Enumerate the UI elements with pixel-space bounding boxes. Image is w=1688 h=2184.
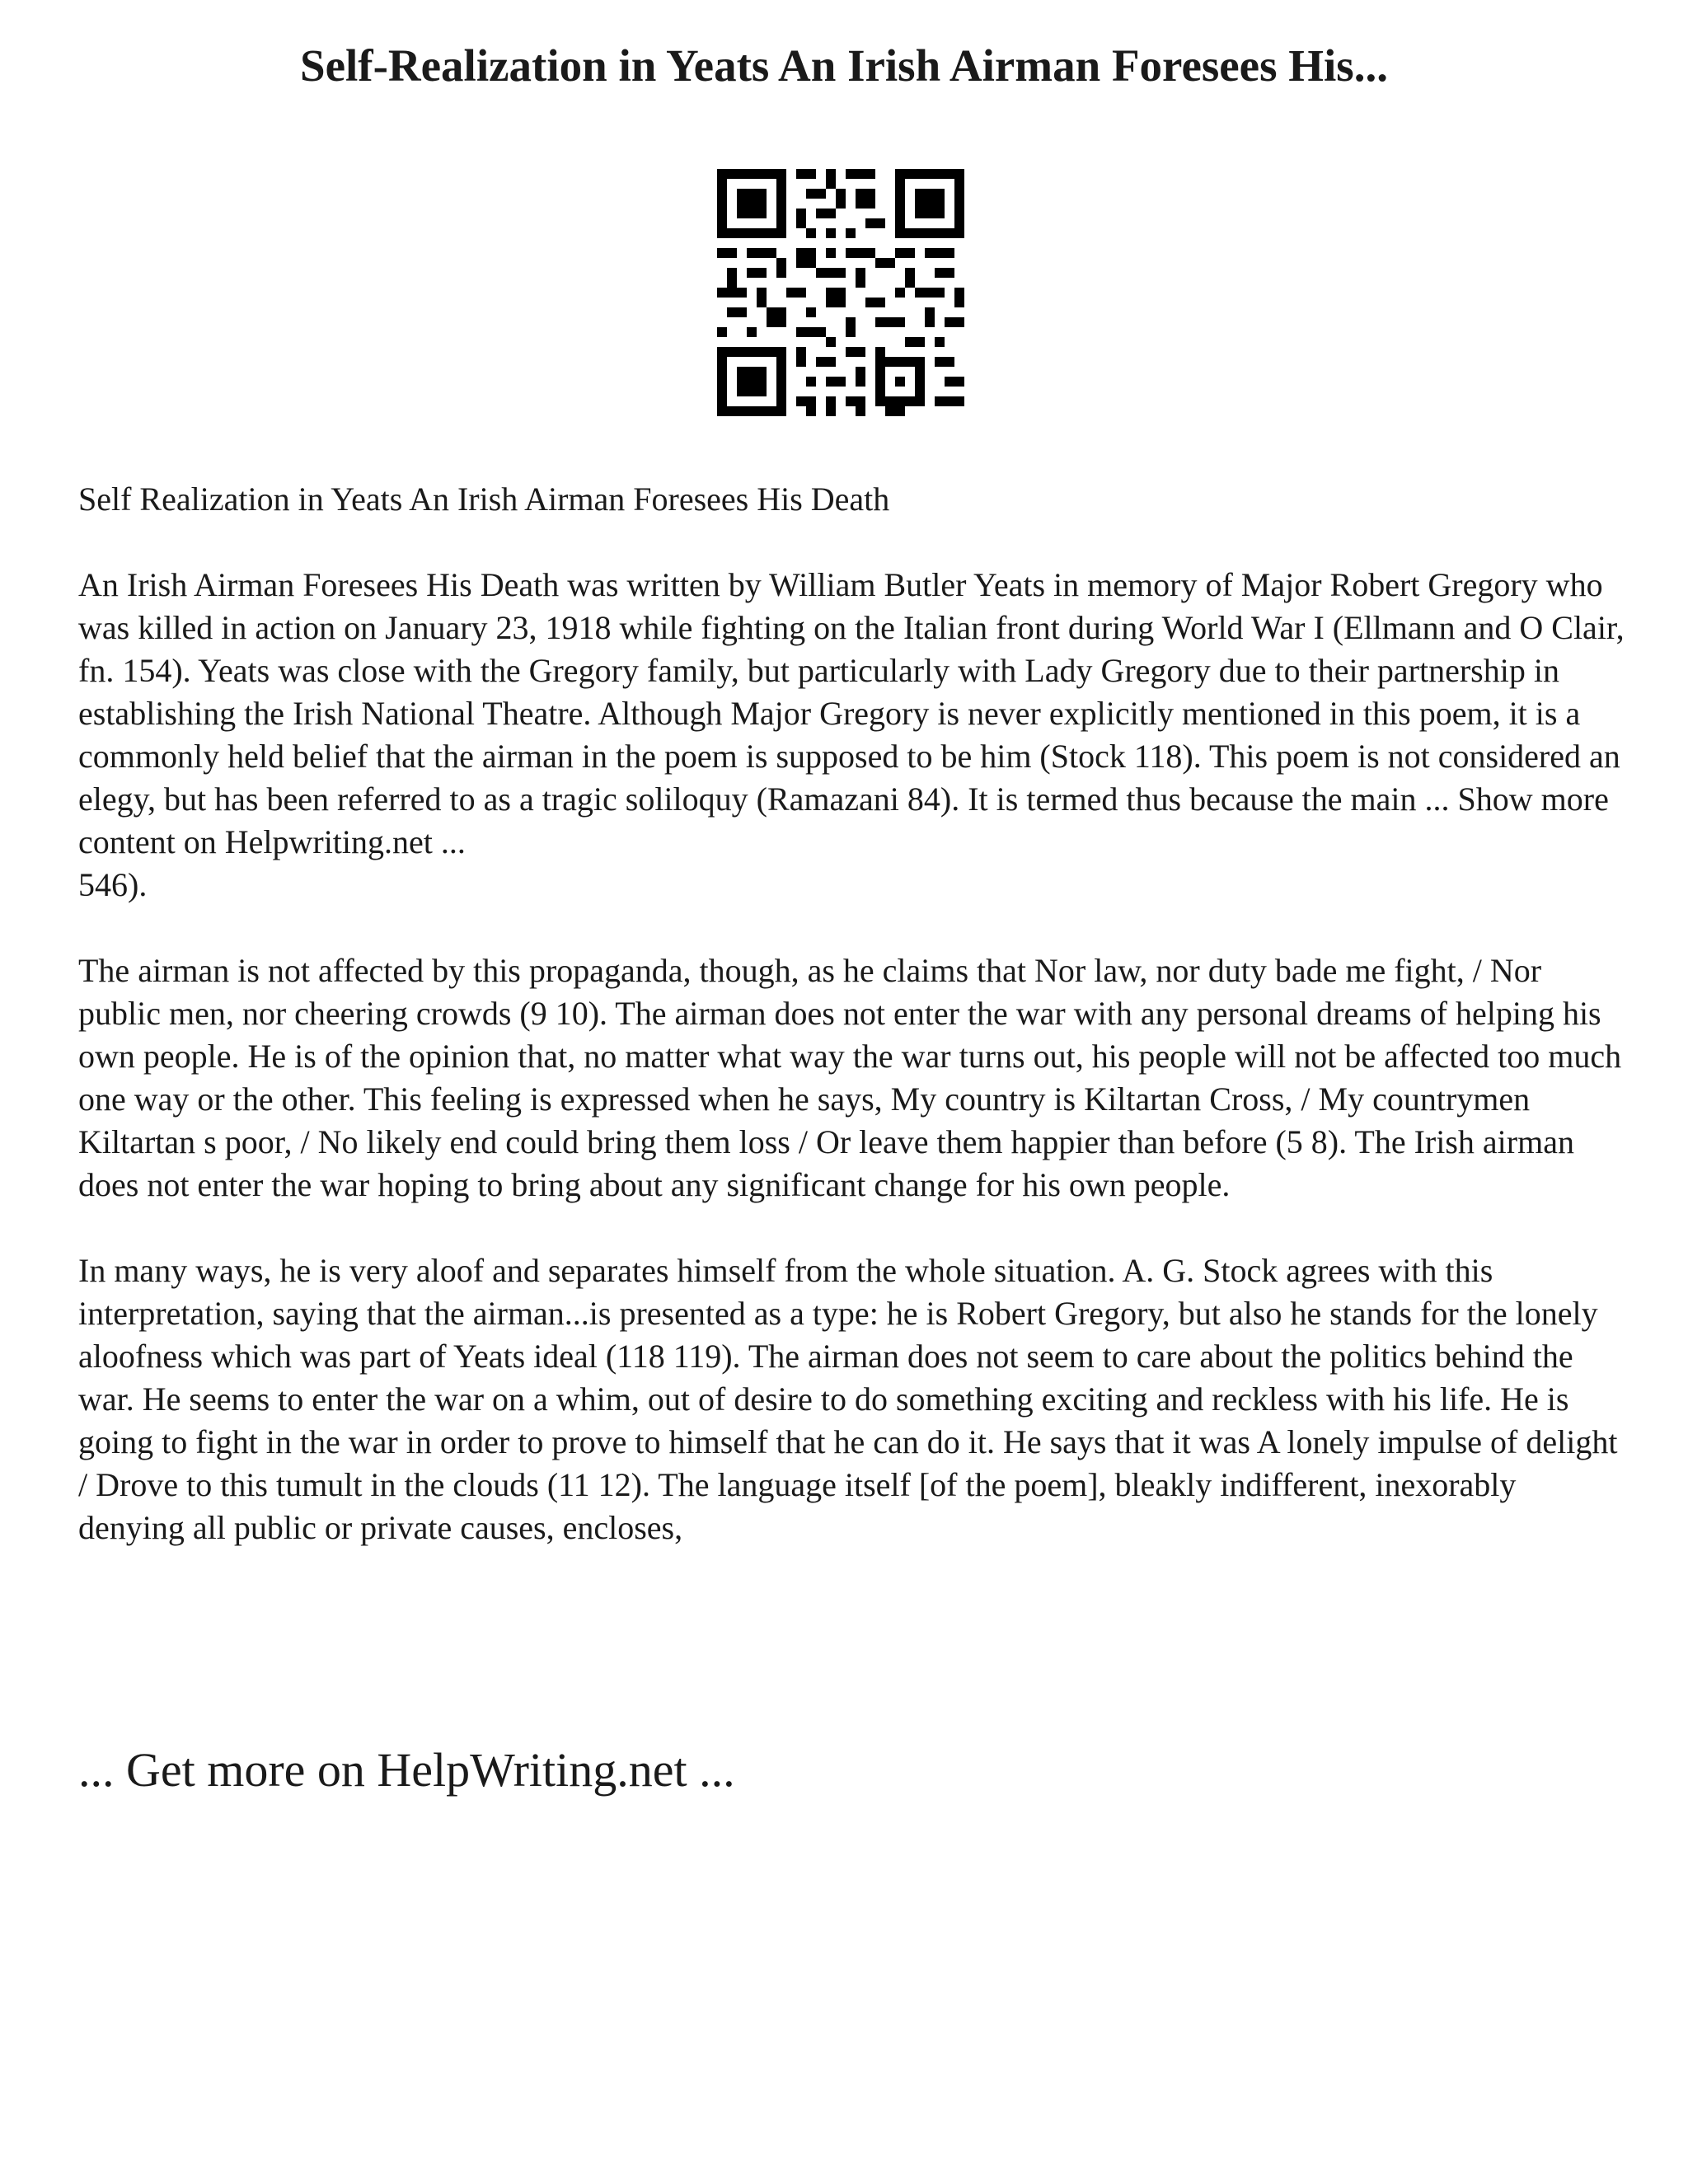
document-body [78, 478, 1628, 1592]
paragraph-1 [78, 564, 1628, 907]
paragraph-1-tail: 546). [78, 866, 148, 903]
document-title: Self-Realization in Yeats An Irish Airman Foresees His... [300, 40, 1388, 91]
get-more-link[interactable]: ... Get more on HelpWriting.net ... [78, 1743, 735, 1797]
qr-code-icon [717, 169, 964, 416]
paragraph-2-text: The airman is not affected by this propaganda, though, as he claims that Nor law, nor duty bade me fight, / Nor public men, nor cheering crowds (9 10). The airman does not enter the war with any personal dreams of helping his own people. He is of the opinion that, no matter what way the war turns out, his people will not be affected too much one way or the other. This feeling is expressed when he says, My country is Kiltartan Cross, / My countrymen Kiltartan s poor, / No likely end could bring them loss / Or leave them happier than before (5 8). The Irish airman does not enter the war hoping to bring about any significant change for his own people. [78, 952, 1622, 1203]
document-subtitle: Self Realization in Yeats An Irish Airman Foresees His Death [78, 480, 890, 518]
paragraph-3-text: In many ways, he is very aloof and separates himself from the whole situation. A. G. Stock agrees with this interpretation, saying that the airman...is presented as a type: he is Robert Gregory, but also he stands for the lonely aloofness which was part of Yeats ideal (118 119). The airman does not seem to care about the politics behind the war. He seems to enter the war on a whim, out of desire to do something exciting and reckless with his life. He is going to fight in the war in order to prove to himself that he can do it. He says that it was A lonely impulse of delight / Drove to this tumult in the clouds (11 12). The language itself [of the poem], bleakly indifferent, inexorably denying all public or private causes, encloses, [78, 1252, 1618, 1546]
paragraph-1-text: An Irish Airman Foresees His Death was written by William Butler Yeats in memory of Major Robert Gregory who was killed in action on January 23, 1918 while fighting on the Italian front during World War I (Ellmann and O Clair, fn. 154). Yeats was close with the Gregory family, but particularly with Lady Gregory due to their partnership in establishing the Irish National Theatre. Although Major Gregory is never explicitly mentioned in this poem, it is a commonly held belief that the airman in the poem is supposed to be him (Stock 118). This poem is not considered an elegy, but has been referred to as a tragic soliloquy (Ramazani 84). It is termed thus because the main ... Show more content on Helpwriting.net ... [78, 566, 1625, 860]
paragraph-3 [78, 1249, 1628, 1549]
paragraph-2 [78, 949, 1628, 1207]
